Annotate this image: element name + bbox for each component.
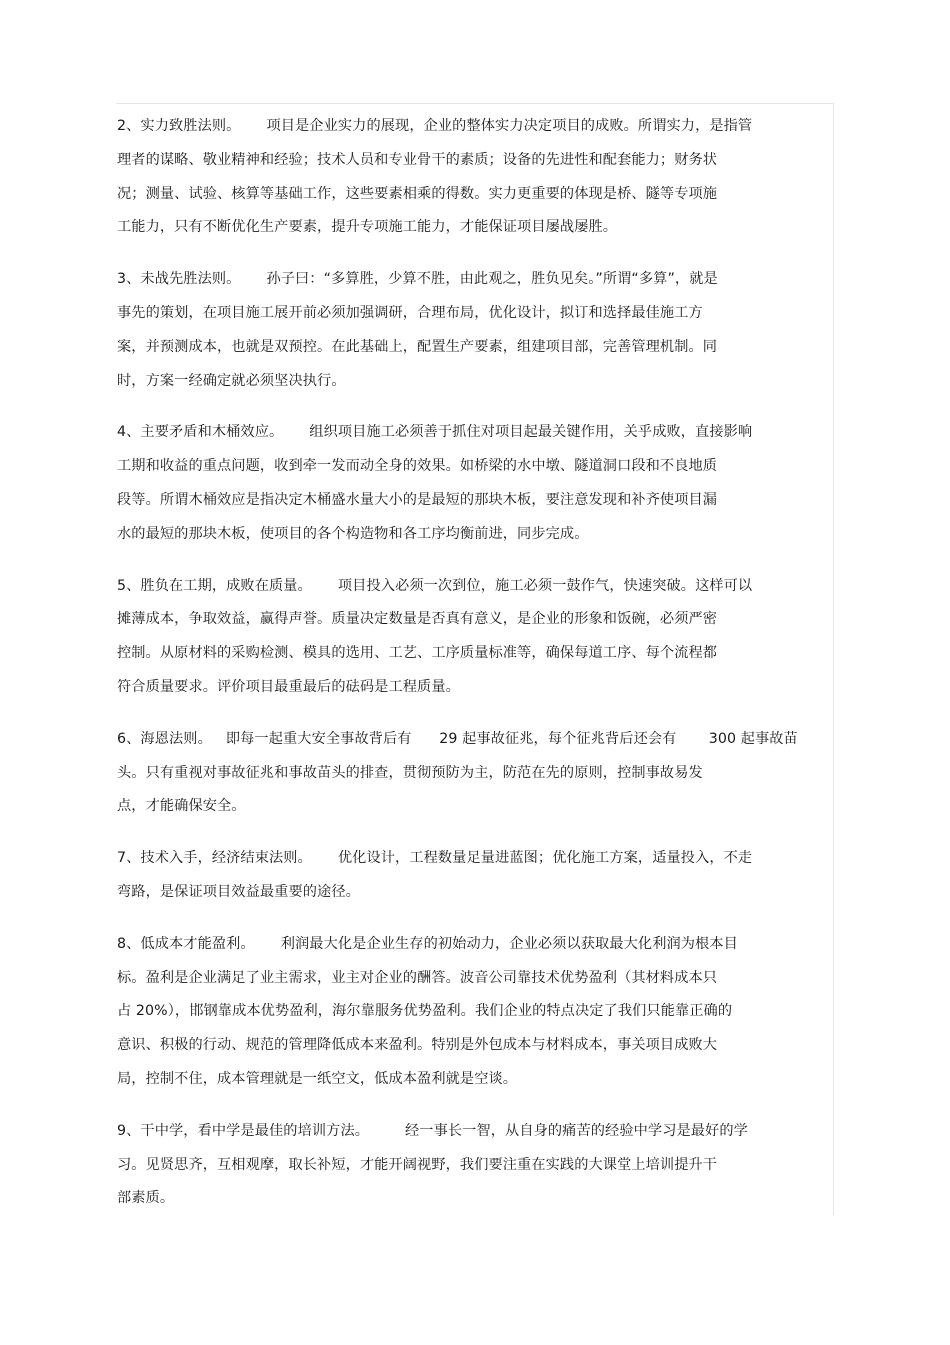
text-line: 工能力，只有不断优化生产要素，提升专项施工能力，才能保证项目屡战屡胜。 — [117, 219, 618, 236]
text-line: 弯路，是保证项目效益最重要的途径。 — [117, 883, 360, 900]
text-line: 水的最短的那块木板，使项目的各个构造物和各工序均衡前进，同步完成。 — [117, 525, 589, 542]
page-frame-top-border — [116, 103, 834, 104]
text-line — [117, 1115, 827, 1149]
text-line — [117, 416, 827, 450]
text-line: 局，控制不住，成本管理就是一纸空文，低成本盈利就是空谈。 — [117, 1070, 518, 1087]
rule-paragraph — [117, 1115, 827, 1216]
text-line — [117, 570, 827, 604]
text-line — [117, 263, 827, 297]
rule-text: 优化设计，工程数量足量进蓝图；优化施工方案，适量投入，不走 — [337, 850, 753, 867]
text-line: 习。见贤思齐，互相观摩，取长补短，才能开阔视野，我们要注重在实践的大课堂上培训提升干 — [117, 1156, 718, 1173]
text-line: 符合质量要求。评价项目最重最后的砝码是工程质量。 — [117, 678, 460, 695]
rule-paragraph — [117, 416, 827, 551]
rule-heading: 8、低成本才能盈利。 — [117, 935, 255, 952]
rule-heading: 3、未战先胜法则。 — [117, 271, 241, 288]
document-body — [117, 110, 827, 1234]
rule-text: 项目是企业实力的展现，企业的整体实力决定项目的成败。所谓实力，是指管 — [266, 118, 753, 134]
page-frame-right-border — [833, 103, 834, 1215]
text-line: 案，并预测成本，也就是双预控。在此基础上，配置生产要素，组建项目部，完善管理机制。同 — [117, 338, 718, 355]
rule-text: 孙子曰：“多算胜，少算不胜，由此观之，胜负见矣。”所谓“多算”，就是 — [266, 271, 718, 288]
rule-heading: 2、实力致胜法则。 — [117, 118, 241, 134]
text-line — [117, 110, 827, 144]
text-line: 理者的谋略、敬业精神和经验；技术人员和专业骨干的素质；设备的先进性和配套能力；财务状 — [117, 151, 718, 168]
text-line: 事先的策划，在项目施工展开前必须加强调研，合理布局，优化设计，拟订和选择最佳施工方 — [117, 304, 703, 321]
text-line: 占 20%），邯钢靠成本优势盈利，海尔靠服务优势盈利。我们企业的特点决定了我们只能靠正确的 — [117, 1003, 733, 1020]
text-line: 摊薄成本，争取效益，赢得声誉。质量决定数量是否真有意义，是企业的形象和饭碗，必须严密 — [117, 611, 718, 628]
text-line: 工期和收益的重点问题，收到牵一发而动全身的效果。如桥梁的水中墩、隧道洞口段和不良地质 — [117, 458, 718, 475]
text-line: 况；测量、试验、核算等基础工作，这些要素相乘的得数。实力更重要的体现是桥、隧等专项施 — [117, 185, 718, 202]
text-line — [117, 842, 827, 876]
rule-text: 组织项目施工必须善于抓住对项目起最关键作用，关乎成败，直接影响 — [309, 424, 753, 441]
text-line: 时，方案一经确定就必须坚决执行。 — [117, 372, 346, 389]
rule-paragraph — [117, 723, 827, 824]
rule-paragraph — [117, 570, 827, 705]
text-line: 点，才能确保安全。 — [117, 798, 246, 815]
rule-heading: 6、海恩法则。 — [117, 730, 212, 747]
text-line: 段等。所谓木桶效应是指决定木桶盛水量大小的是最短的那块木板，要注意发现和补齐使项目漏 — [117, 491, 718, 508]
rule-text: 即每一起重大安全事故背后有 29 起事故征兆，每个征兆背后还会有 300 起事故苗 — [225, 730, 798, 747]
rule-heading: 7、技术入手，经济结束法则。 — [117, 850, 312, 867]
rule-paragraph — [117, 263, 827, 398]
text-line: 头。只有重视对事故征兆和事故苗头的排查，贯彻预防为主，防范在先的原则，控制事故易发 — [117, 764, 703, 781]
rule-heading: 9、干中学，看中学是最佳的培训方法。 — [117, 1122, 370, 1139]
rule-text: 经一事长一智，从自身的痛苦的经验中学习是最好的学 — [405, 1122, 748, 1139]
rule-text: 项目投入必须一次到位，施工必须一鼓作气，快速突破。这样可以 — [337, 577, 753, 594]
rule-paragraph — [117, 110, 827, 245]
text-line: 意识、积极的行动、规范的管理降低成本来盈利。特别是外包成本与材料成本，事关项目成败大 — [117, 1037, 718, 1054]
rule-heading: 4、主要矛盾和木桶效应。 — [117, 424, 284, 441]
text-line — [117, 928, 827, 962]
rule-heading: 5、胜负在工期，成败在质量。 — [117, 577, 312, 594]
text-line: 部素质。 — [117, 1190, 175, 1207]
rule-paragraph — [117, 842, 827, 910]
rule-paragraph — [117, 928, 827, 1097]
text-line: 控制。从原材料的采购检测、模具的选用、工艺、工序质量标准等，确保每道工序、每个流程都 — [117, 645, 718, 662]
text-line: 标。盈利是企业满足了业主需求，业主对企业的酬答。波音公司靠技术优势盈利（其材料成本只 — [117, 969, 718, 986]
text-line — [117, 723, 827, 757]
rule-text: 利润最大化是企业生存的初始动力，企业必须以获取最大化利润为根本目 — [280, 935, 738, 952]
